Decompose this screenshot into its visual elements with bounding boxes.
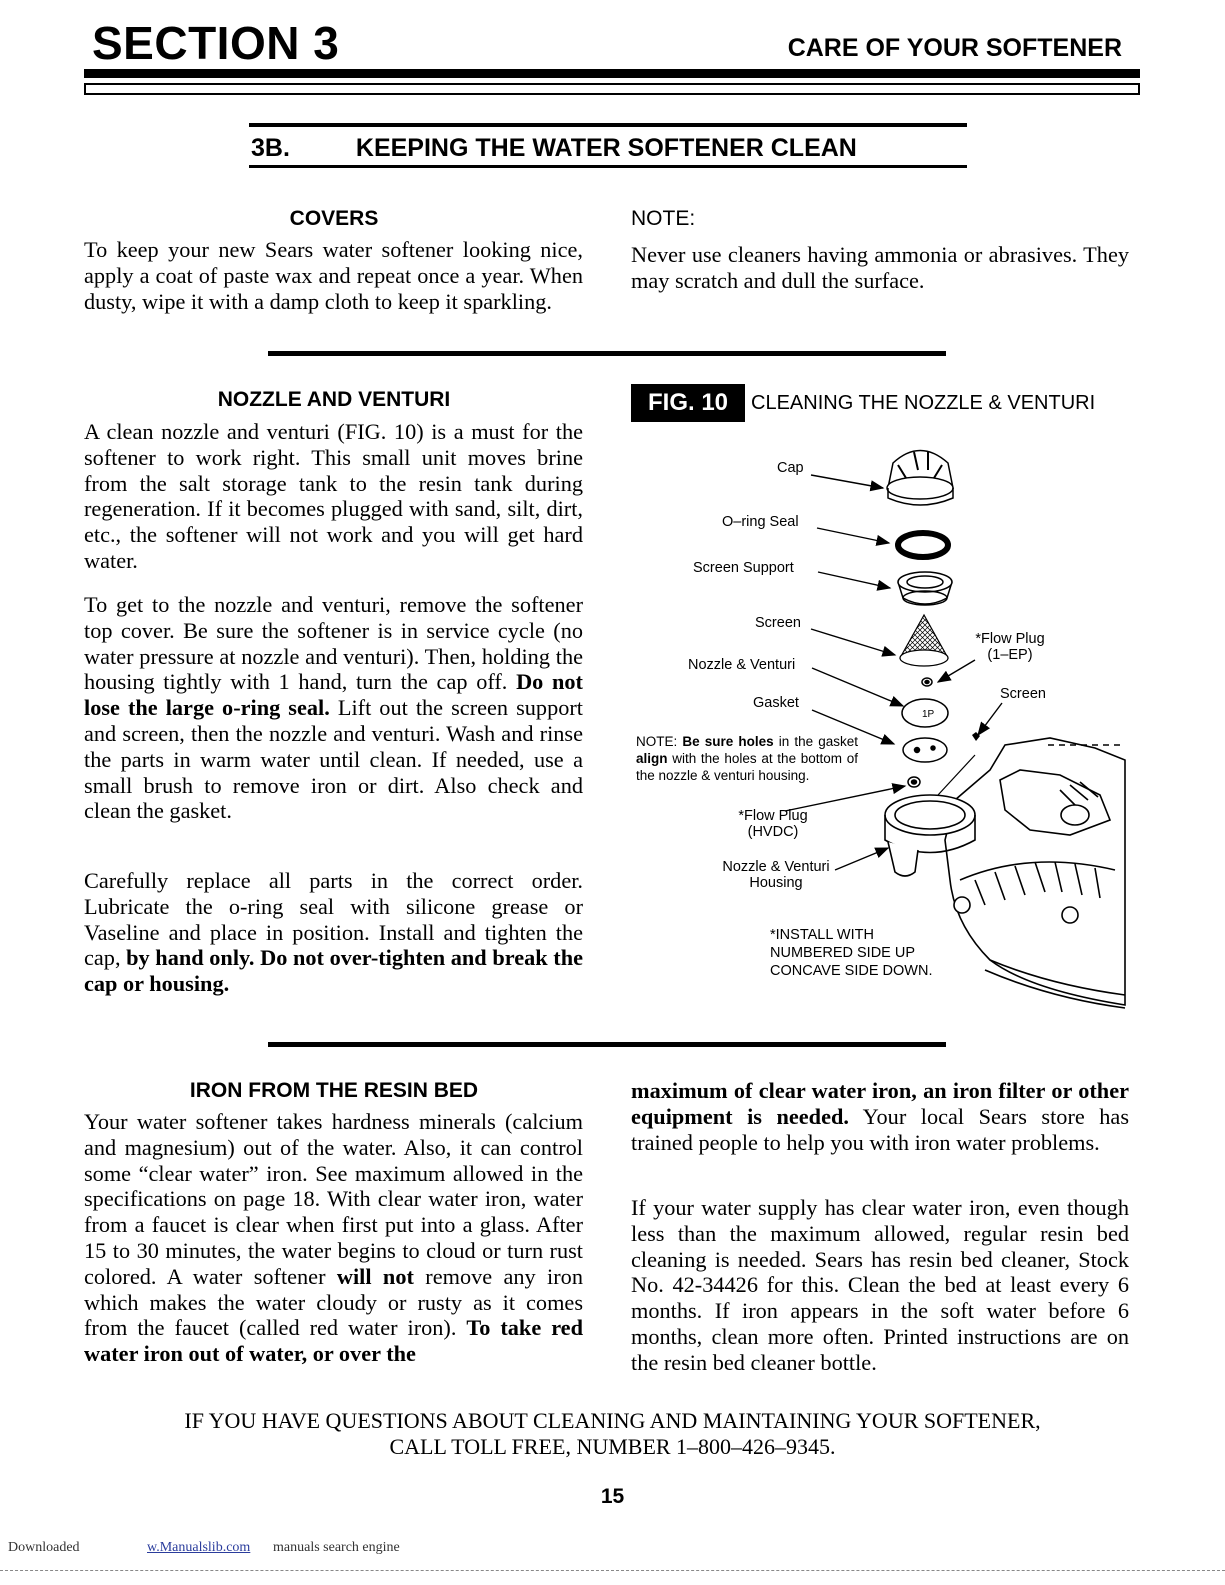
figure-note	[636, 733, 858, 784]
subsection-title-text: KEEPING THE WATER SOFTENER CLEAN	[355, 134, 857, 162]
toll-free-line1: IF YOU HAVE QUESTIONS ABOUT CLEANING AND MAINTAINING YOUR SOFTENER,	[184, 1408, 1041, 1433]
iron-right-text: Your local Sears store has trained people to help you with iron water problems.	[631, 1103, 1130, 1155]
subsection-number: 3B.	[251, 134, 290, 162]
label-screen-right: Screen	[1000, 686, 1046, 702]
section-title: CARE OF YOUR SOFTENER	[787, 34, 1122, 62]
iron-left-text-a: Your water softener takes hardness minerals (calcium and magnesium) out of the water. Also, it can control some “clear water” iron. See maximum allowed in the specifications on page 18. With clear water iron, water from a faucet is clear when first put into a glass. After 15 to 30 minutes, the water begins to cloud or turn rust colored. A water softener	[84, 1109, 583, 1289]
o-ring-leader	[817, 528, 889, 543]
install-note	[770, 926, 932, 980]
screen-support-leader	[818, 572, 890, 588]
label-flow-plug-hvdc-line2: (HVDC)	[747, 824, 799, 840]
page-number: 15	[600, 1485, 625, 1508]
toll-free-line2: CALL TOLL FREE, NUMBER 1–800–426–9345.	[389, 1434, 836, 1459]
o-ring-part	[898, 533, 948, 557]
housing-leader	[835, 848, 888, 870]
figure-note-bold-2: align	[636, 751, 668, 766]
nozzle-paragraph-3	[84, 868, 583, 997]
covers-text: To keep your new Sears water softener looking nice, apply a coat of paste wax and repeat once a year. When dusty, wipe it with a damp cloth to keep it sparkling.	[84, 237, 583, 314]
footer-dashed-rule	[0, 1570, 1225, 1571]
nozzle-p3-text: Carefully replace all parts in the correct order. Lubricate the o-ring seal with silicone grease or Vaseline and place in position. Install and tighten the cap,	[84, 868, 583, 971]
gasket-part	[902, 699, 948, 762]
label-flow-plug-1ep-line2: (1–EP)	[987, 647, 1033, 663]
nozzle-venturi-part	[922, 678, 932, 686]
install-note-line3: CONCAVE SIDE DOWN.	[770, 963, 933, 979]
iron-heading: IRON FROM THE RESIN BED	[189, 1079, 479, 1102]
label-nozzle-venturi: Nozzle & Venturi	[688, 657, 796, 673]
label-screen-support: Screen Support	[693, 560, 794, 576]
nozzle-p2-warning: Do not lose the large o-ring seal.	[84, 669, 583, 721]
label-o-ring: O–ring Seal	[722, 514, 799, 530]
toll-free-notice	[60, 1408, 1165, 1460]
manualslib-link[interactable]: w.Manualslib.com	[147, 1540, 251, 1555]
iron-left-bold-a: will not	[336, 1263, 414, 1289]
header-rule	[84, 69, 1140, 78]
label-flow-plug-1ep-line1: *Flow Plug	[975, 631, 1045, 647]
figure-caption: CLEANING THE NOZZLE & VENTURI	[751, 392, 1096, 414]
iron-right-paragraph-1	[631, 1078, 1129, 1155]
label-housing-line2: Housing	[749, 875, 803, 891]
screen-right-leader	[978, 703, 1002, 735]
nozzle-p2-text: To get to the nozzle and venturi, remove the softener top cover. Be sure the softener is in service cycle (no water pressure at nozzle and venturi). Then, holding the housing tightly with 1 hand, turn the cap off.	[84, 592, 583, 695]
screen-part	[900, 615, 948, 666]
subsection-rule-top	[249, 123, 967, 127]
figure-note-label: NOTE:	[636, 734, 683, 749]
iron-right-paragraph-2: If your water supply has clear water iron, even though less than the maximum allowed, regular resin bed cleaning is needed. Sears has resin bed cleaner, Stock No. 42-34426 for this. Clean the bed at least every 6 months. If iron appears in the soft water before 6 months, clean more often. Printed instructions are on the resin bed cleaner bottle.	[631, 1195, 1129, 1375]
section-divider	[268, 1042, 946, 1047]
section-divider	[268, 351, 946, 356]
install-note-line1: *INSTALL WITH	[770, 927, 874, 943]
nozzle-paragraph-2	[84, 592, 583, 824]
cap-part	[887, 451, 953, 506]
downloaded-label: Downloaded	[8, 1540, 80, 1555]
cap-leader	[811, 475, 883, 488]
nozzle-paragraph-1: A clean nozzle and venturi (FIG. 10) is a must for the softener to work right. This small unit moves brine from the salt storage tank to the resin tank during regeneration. If it becomes plugged with sand, silt, dirt, etc., the softener will not work and you will get hard water.	[84, 419, 583, 573]
label-flow-plug-1ep	[965, 631, 1055, 663]
figure-note-text-2: with the holes at the bottom of the nozzle & venturi housing.	[636, 751, 858, 783]
nozzle-p3-warning: by hand only. Do not over-tighten and break the cap or housing.	[84, 945, 584, 997]
figure-badge: FIG. 10	[631, 384, 745, 422]
screen-support-part	[898, 572, 952, 605]
label-flow-plug-hvdc-line1: *Flow Plug	[738, 808, 808, 824]
label-cap: Cap	[777, 460, 804, 476]
iron-right-bold: maximum of clear water iron, an iron filter or other equipment is needed.	[631, 1078, 1129, 1129]
iron-left-bold-b: To take red water iron out of water, or over the	[84, 1315, 583, 1367]
subsection-title	[251, 134, 857, 163]
label-housing-line1: Nozzle & Venturi	[722, 859, 830, 875]
screen-leader	[811, 629, 895, 655]
figure-note-bold-1: Be sure holes	[682, 734, 774, 749]
note-text: Never use cleaners having ammonia or abrasives. They may scratch and dull the surface.	[631, 242, 1129, 293]
covers-heading: COVERS	[289, 207, 379, 230]
label-housing	[712, 859, 840, 891]
label-screen: Screen	[755, 615, 801, 631]
label-flow-plug-hvdc	[728, 808, 818, 840]
iron-left-text	[84, 1109, 583, 1367]
flow-plug-hvdc-part	[908, 777, 920, 787]
nozzle-p2-text-cont: Lift out the screen support and screen, then the nozzle and venturi. Wash and rinse the parts in warm water until clean. If needed, use a small brush to remove iron or dirt. Also check and clean the gasket.	[84, 695, 583, 824]
figure-note-text-1: in the gasket	[773, 734, 858, 749]
nozzle-venturi-leader	[812, 668, 903, 706]
install-note-line2: NUMBERED SIDE UP	[770, 945, 916, 961]
iron-left-text-b: remove any iron which makes the water cloudy or rusty as it comes from the faucet (called red water iron).	[84, 1263, 583, 1341]
subsection-rule-bottom	[249, 165, 967, 168]
nozzle-heading: NOZZLE AND VENTURI	[217, 388, 451, 411]
header-rule-outline	[84, 83, 1140, 95]
label-gasket: Gasket	[753, 695, 799, 711]
section-number: SECTION 3	[92, 17, 340, 69]
svg-text:1P: 1P	[922, 709, 935, 720]
note-heading: NOTE:	[631, 207, 696, 230]
search-engine-label: manuals search engine	[273, 1540, 400, 1555]
